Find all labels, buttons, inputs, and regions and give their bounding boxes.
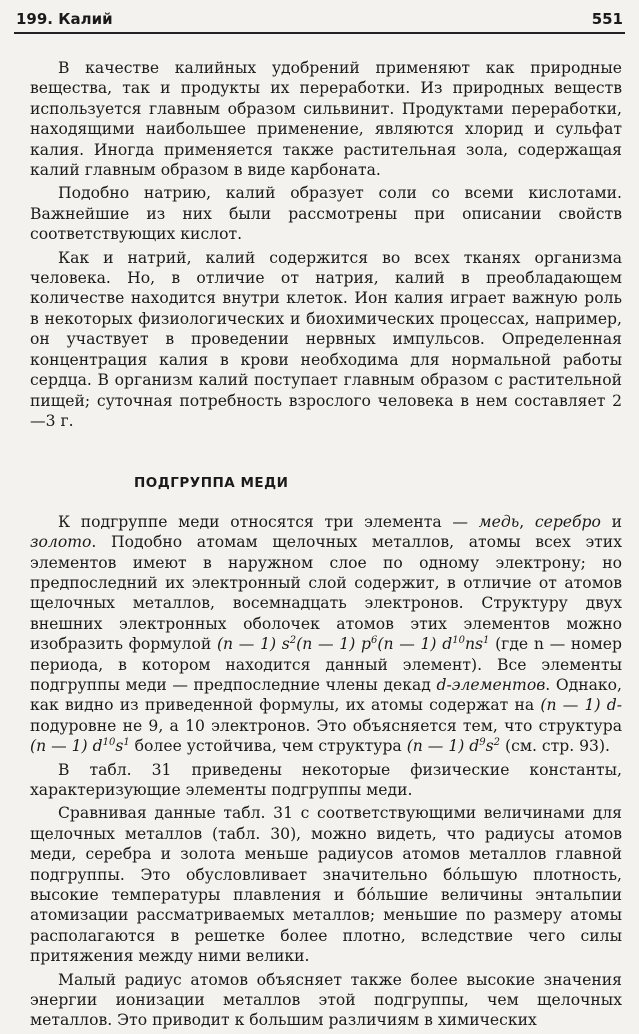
element-silver: серебро [534, 512, 601, 531]
element-copper: медь [478, 512, 520, 531]
text-run: (где n — номер периода, в котором находится данный элемент). Все элементы подгруппы меди — предпоследние члены декад [30, 635, 623, 694]
body-text [30, 58, 622, 1034]
formula-electron-config [217, 635, 489, 653]
text-run: . Однако, как видно из приведенной формулы, их атомы содержат на [30, 675, 622, 715]
paragraph-table-31: В табл. 31 приведены некоторые физические константы, характеризующие элементы подгруппы меди. [30, 760, 622, 799]
formula-sublevel: (n — 1) d [540, 696, 617, 715]
text-run: и [600, 512, 623, 531]
formula-part: s [115, 737, 124, 756]
text-run: , [519, 512, 535, 531]
text-run: -подуровне не 9, а 10 электронов. Это объясняется тем, что структура [30, 696, 623, 735]
section-title: 199. Калий [16, 10, 113, 28]
formula-part: s [485, 737, 494, 756]
text-run: К подгруппе меди относятся три элемента — [58, 512, 479, 531]
formula-d9s2 [407, 737, 500, 755]
paragraph-copper-subgroup [30, 512, 622, 757]
term-d-elements: d-элементов [436, 675, 546, 694]
formula-sup: 1 [123, 737, 130, 749]
page-number: 551 [591, 10, 623, 28]
formula-sup: 6 [371, 635, 378, 647]
running-header [14, 10, 625, 34]
formula-sup: 10 [102, 737, 116, 749]
paragraph-salts: Подобно натрию, калий образует соли со всеми кислотами. Важнейшие из них были рассмотрены при описании свойств соответствующих кислот. [30, 184, 622, 244]
formula-sup: 9 [479, 737, 486, 749]
paragraph-atomic-radii: Сравнивая данные табл. 31 с соответствующими величинами для щелочных металлов (табл. 30), можно видеть, что радиусы атомов меди, серебра и золота меньше радиусов атомов металлов главной подгруппы. Это обусловливает значительно бо́льшую плотность, высокие температуры плавления и бо́льшие величины энтальпии атомизации рассматриваемых металлов; меньшие по размеру атомы располагаются в решетке более плотно, вследствие чего силы притяжения между ними велики. [30, 804, 622, 966]
formula-sup: 2 [289, 635, 297, 647]
formula-part: (n — 1) d [30, 737, 103, 756]
section-heading: ПОДГРУППА МЕДИ [134, 475, 289, 492]
paragraph-fertilizers: В качестве калийных удобрений применяют как природные вещества, так и продукты их переработки. Из природных веществ используется главным образом сильвинит. Продуктами переработки, находящими наибольшее применение, являются хлорид и сульфат калия. Иногда применяется также растительная зола, содержащая калий главным образом в виде карбоната. [30, 59, 622, 180]
formula-d10s1 [30, 737, 130, 755]
formula-part: (n — 1) s [216, 635, 290, 654]
formula-part: (n — 1) d [377, 635, 453, 654]
paragraph-ionization: Малый радиус атомов объясняет также более высокие значения энергии ионизации металлов этой подгруппы, чем щелочных металлов. Это приводит к большим различиям в химических [30, 970, 622, 1030]
element-gold: золото [30, 533, 92, 552]
formula-part: (n — 1) d [406, 737, 480, 756]
formula-sup: 2 [493, 737, 501, 749]
text-run: более устойчива, чем структура [129, 737, 407, 756]
formula-sup: 10 [452, 635, 465, 647]
formula-sup: 1 [482, 635, 490, 647]
text-run: (см. стр. 93). [500, 737, 611, 756]
formula-part: (n — 1) p [296, 635, 371, 654]
paragraph-biology: Как и натрий, калий содержится во всех тканях организма человека. Но, в отличие от натрия, калий в преобладающем количестве находится внутри клеток. Ион калия играет важную роль в некоторых физиологических и биохимических процессах, например, он участвует в проведении нервных импульсов. Определенная концентрация калия в крови необходима для нормальной работы сердца. В организм калий поступает главным образом с растительной пищей; суточная потребность взрослого человека в нем составляет 2—3 г. [30, 248, 622, 430]
text-run: . Подобно атомам щелочных металлов, атомы всех этих элементов имеют в наружном слое по одному электрону; но предпоследний их электронный слой содержит, в отличие от атомов щелочных металлов, восемнадцать электронов. Структуру двух внешних электронных оболочек атомов этих элементов можно изобразить формулой [30, 533, 622, 654]
formula-part: ns [464, 635, 483, 654]
